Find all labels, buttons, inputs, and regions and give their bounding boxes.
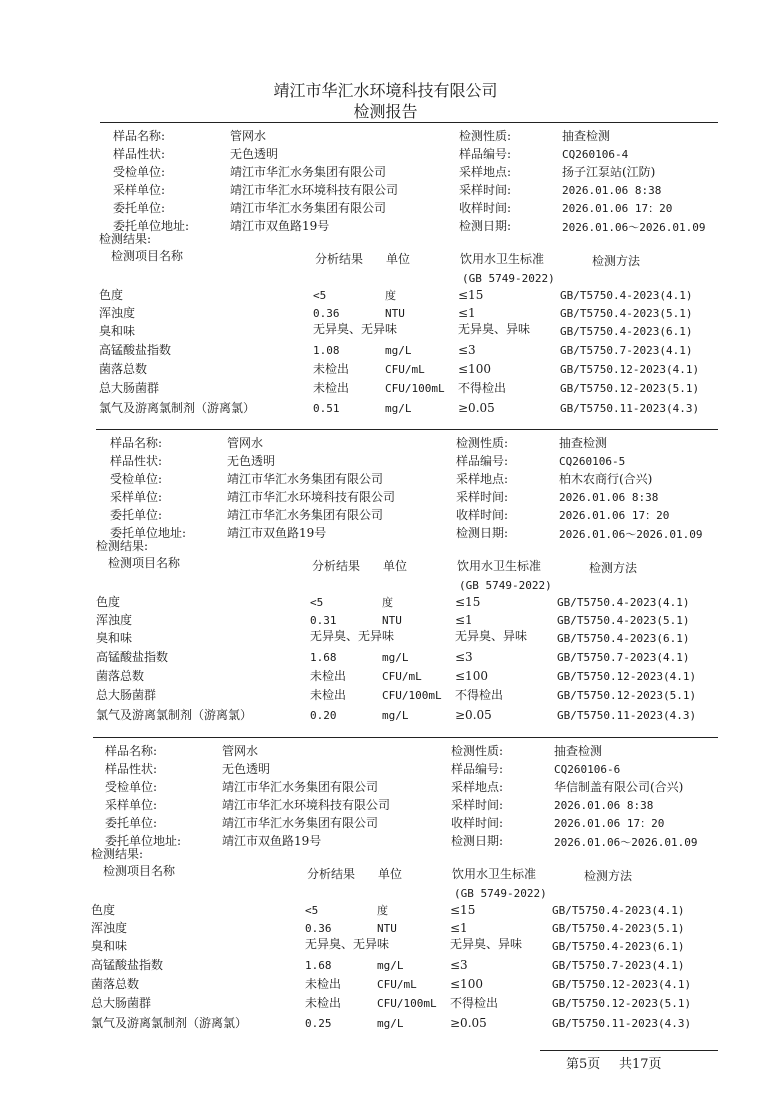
item-name: 浑浊度: [91, 921, 128, 935]
value-client-unit: 靖江市华汇水务集团有限公司: [230, 201, 387, 215]
value-sampling-site: 华信制盖有限公司(合兴): [554, 780, 684, 794]
item-name: 总大肠菌群: [96, 688, 157, 702]
item-name: 总大肠菌群: [91, 996, 152, 1010]
value-test-nature: 抽查检测: [554, 744, 603, 758]
item-method: GB/T5750.11-2023(4.3): [557, 709, 697, 722]
value-sample-no: CQ260106-6: [554, 763, 621, 776]
label-inspected-unit: 受检单位:: [110, 472, 163, 486]
col-result: 分析结果: [315, 252, 364, 266]
label-sampling-unit: 采样单位:: [105, 798, 158, 812]
value-inspected-unit: 靖江市华汇水务集团有限公司: [227, 472, 384, 486]
label-test-date: 检测日期:: [451, 834, 504, 848]
value-sample-no: CQ260106-4: [562, 148, 629, 161]
value-sampling-unit: 靖江市华汇水环境科技有限公司: [230, 183, 399, 197]
item-method: GB/T5750.11-2023(4.3): [552, 1017, 692, 1030]
item-method: GB/T5750.4-2023(5.1): [557, 614, 690, 627]
item-result: 0.51: [313, 402, 340, 415]
item-standard: ≤1: [455, 613, 473, 627]
value-test-nature: 抽查检测: [559, 436, 608, 450]
col-standard-code: (GB 5749-2022): [462, 272, 555, 285]
item-standard: ≥0.05: [458, 401, 495, 415]
value-sampling-time: 2026.01.06 8:38: [559, 491, 659, 504]
item-standard: ≤100: [458, 362, 491, 376]
value-receive-time: 2026.01.06 17：20: [559, 509, 670, 522]
value-sampling-unit: 靖江市华汇水环境科技有限公司: [222, 798, 391, 812]
item-method: GB/T5750.12-2023(5.1): [557, 689, 697, 702]
value-sampling-site: 柏木农商行(合兴): [559, 472, 653, 486]
item-result: 未检出: [305, 977, 342, 991]
col-unit: 单位: [386, 252, 411, 266]
item-result: 0.36: [313, 307, 340, 320]
results-label: 检测结果:: [96, 539, 149, 553]
col-standard: 饮用水卫生标准: [457, 559, 542, 573]
item-method: GB/T5750.4-2023(4.1): [552, 904, 685, 917]
section-divider: [93, 737, 718, 738]
item-unit: NTU: [382, 614, 402, 627]
page-number: 第5页: [566, 1057, 601, 1072]
item-unit: 度: [377, 904, 388, 917]
footer-rule: [540, 1050, 718, 1051]
report-title: 检测报告: [353, 102, 418, 121]
item-method: GB/T5750.12-2023(4.1): [557, 670, 697, 683]
item-standard: ≤15: [458, 288, 484, 302]
value-sample-name: 管网水: [230, 129, 267, 143]
item-standard: 不得检出: [450, 996, 499, 1010]
item-unit: CFU/mL: [382, 670, 422, 683]
item-standard: ≤3: [450, 958, 468, 972]
col-method: 检测方法: [589, 561, 638, 575]
label-sampling-time: 采样时间:: [451, 798, 504, 812]
col-result: 分析结果: [312, 559, 361, 573]
item-name: 菌落总数: [91, 977, 140, 991]
item-name: 高锰酸盐指数: [99, 343, 172, 357]
item-unit: mg/L: [382, 709, 409, 722]
sample-section-2: [0, 428, 771, 748]
item-method: GB/T5750.4-2023(4.1): [557, 596, 690, 609]
item-result: 0.20: [310, 709, 337, 722]
value-test-nature: 抽查检测: [562, 129, 611, 143]
item-standard: 无异臭、异味: [450, 937, 523, 951]
company-name: 靖江市华汇水环境科技有限公司: [273, 81, 498, 100]
label-sampling-time: 采样时间:: [459, 183, 512, 197]
item-name: 菌落总数: [96, 669, 145, 683]
label-receive-time: 收样时间:: [451, 816, 504, 830]
item-method: GB/T5750.4-2023(4.1): [560, 289, 693, 302]
item-standard: ≤15: [455, 595, 481, 609]
item-standard: 无异臭、异味: [455, 629, 528, 643]
item-standard: ≤1: [458, 306, 476, 320]
value-client-unit: 靖江市华汇水务集团有限公司: [222, 816, 379, 830]
item-method: GB/T5750.12-2023(4.1): [560, 363, 700, 376]
item-method: GB/T5750.11-2023(4.3): [560, 402, 700, 415]
value-test-date: 2026.01.06～2026.01.09: [562, 221, 706, 234]
item-unit: NTU: [385, 307, 405, 320]
value-receive-time: 2026.01.06 17：20: [562, 202, 673, 215]
item-method: GB/T5750.12-2023(4.1): [552, 978, 692, 991]
item-result: 0.31: [310, 614, 337, 627]
item-name: 浑浊度: [99, 306, 136, 320]
item-name: 臭和味: [91, 939, 128, 953]
item-result: 未检出: [305, 996, 342, 1010]
sample-section-3: [0, 736, 771, 1056]
label-client-address: 委托单位地址:: [110, 526, 187, 540]
value-sampling-time: 2026.01.06 8:38: [554, 799, 654, 812]
item-result: 未检出: [310, 688, 347, 702]
value-inspected-unit: 靖江市华汇水务集团有限公司: [230, 165, 387, 179]
col-item: 检测项目名称: [108, 556, 181, 570]
label-sample-trait: 样品性状:: [113, 147, 166, 161]
item-standard: ≤100: [455, 669, 488, 683]
value-client-address: 靖江市双鱼路19号: [227, 526, 327, 540]
col-item: 检测项目名称: [111, 249, 184, 263]
item-unit: CFU/mL: [385, 363, 425, 376]
label-receive-time: 收样时间:: [459, 201, 512, 215]
item-method: GB/T5750.4-2023(5.1): [560, 307, 693, 320]
value-client-address: 靖江市双鱼路19号: [230, 219, 330, 233]
item-result: 未检出: [313, 381, 350, 395]
label-client-unit: 委托单位:: [105, 816, 158, 830]
col-method: 检测方法: [592, 254, 641, 268]
item-result: 无异臭、无异味: [313, 322, 398, 336]
item-method: GB/T5750.12-2023(5.1): [560, 382, 700, 395]
col-standard: 饮用水卫生标准: [460, 252, 545, 266]
item-result: <5: [310, 596, 324, 609]
item-standard: ≤1: [450, 921, 468, 935]
item-result: <5: [313, 289, 327, 302]
item-result: 0.25: [305, 1017, 332, 1030]
label-sampling-unit: 采样单位:: [110, 490, 163, 504]
item-name: 浑浊度: [96, 613, 133, 627]
value-sample-no: CQ260106-5: [559, 455, 626, 468]
item-method: GB/T5750.7-2023(4.1): [552, 959, 685, 972]
item-method: GB/T5750.4-2023(6.1): [557, 632, 690, 645]
item-method: GB/T5750.7-2023(4.1): [560, 344, 693, 357]
value-test-date: 2026.01.06～2026.01.09: [559, 528, 703, 541]
label-inspected-unit: 受检单位:: [105, 780, 158, 794]
item-name: 色度: [91, 903, 116, 917]
label-sampling-unit: 采样单位:: [113, 183, 166, 197]
item-name: 高锰酸盐指数: [91, 958, 164, 972]
value-sample-name: 管网水: [227, 436, 264, 450]
label-test-nature: 检测性质:: [456, 436, 509, 450]
value-sampling-time: 2026.01.06 8:38: [562, 184, 662, 197]
label-sampling-site: 采样地点:: [451, 780, 504, 794]
label-sample-no: 样品编号:: [456, 454, 509, 468]
label-receive-time: 收样时间:: [456, 508, 509, 522]
item-name: 臭和味: [99, 324, 136, 338]
item-method: GB/T5750.4-2023(6.1): [560, 325, 693, 338]
section-divider: [100, 122, 718, 123]
results-label: 检测结果:: [91, 847, 144, 861]
item-method: GB/T5750.4-2023(5.1): [552, 922, 685, 935]
col-method: 检测方法: [584, 869, 633, 883]
item-name: 菌落总数: [99, 362, 148, 376]
label-sample-trait: 样品性状:: [105, 762, 158, 776]
item-result: 1.68: [305, 959, 332, 972]
col-unit: 单位: [378, 867, 403, 881]
item-name: 高锰酸盐指数: [96, 650, 169, 664]
item-standard: 不得检出: [458, 381, 507, 395]
col-result: 分析结果: [307, 867, 356, 881]
label-client-unit: 委托单位:: [110, 508, 163, 522]
item-standard: ≤3: [458, 343, 476, 357]
item-standard: ≤3: [455, 650, 473, 664]
item-standard: 不得检出: [455, 688, 504, 702]
value-sample-trait: 无色透明: [227, 454, 276, 468]
item-name: 臭和味: [96, 631, 133, 645]
col-standard-code: (GB 5749-2022): [454, 887, 547, 900]
item-standard: ≤100: [450, 977, 483, 991]
label-client-address: 委托单位地址:: [113, 219, 190, 233]
value-client-address: 靖江市双鱼路19号: [222, 834, 322, 848]
label-test-date: 检测日期:: [456, 526, 509, 540]
item-result: 1.68: [310, 651, 337, 664]
item-standard: ≥0.05: [450, 1016, 487, 1030]
item-name: 氯气及游离氯制剂（游离氯）: [96, 708, 253, 722]
item-standard: ≥0.05: [455, 708, 492, 722]
item-unit: 度: [385, 289, 396, 302]
value-sampling-site: 扬子江泵站(江防): [562, 165, 656, 179]
item-result: 无异臭、无异味: [310, 629, 395, 643]
label-test-nature: 检测性质:: [451, 744, 504, 758]
value-receive-time: 2026.01.06 17：20: [554, 817, 665, 830]
section-divider: [96, 429, 718, 430]
item-standard: 无异臭、异味: [458, 322, 531, 336]
results-label: 检测结果:: [99, 232, 152, 246]
item-result: 无异臭、无异味: [305, 937, 390, 951]
item-unit: mg/L: [382, 651, 409, 664]
item-method: GB/T5750.4-2023(6.1): [552, 940, 685, 953]
label-test-nature: 检测性质:: [459, 129, 512, 143]
value-sampling-unit: 靖江市华汇水环境科技有限公司: [227, 490, 396, 504]
col-unit: 单位: [383, 559, 408, 573]
item-result: 0.36: [305, 922, 332, 935]
item-unit: mg/L: [385, 344, 412, 357]
page-total: 共17页: [619, 1057, 662, 1072]
label-sample-name: 样品名称:: [110, 436, 163, 450]
label-sampling-site: 采样地点:: [456, 472, 509, 486]
item-result: 未检出: [310, 669, 347, 683]
item-unit: NTU: [377, 922, 397, 935]
value-sample-trait: 无色透明: [222, 762, 271, 776]
label-sample-name: 样品名称:: [105, 744, 158, 758]
label-test-date: 检测日期:: [459, 219, 512, 233]
label-sampling-site: 采样地点:: [459, 165, 512, 179]
item-method: GB/T5750.12-2023(5.1): [552, 997, 692, 1010]
item-unit: CFU/mL: [377, 978, 417, 991]
label-sample-trait: 样品性状:: [110, 454, 163, 468]
item-name: 色度: [96, 595, 121, 609]
item-unit: mg/L: [385, 402, 412, 415]
item-result: 未检出: [313, 362, 350, 376]
value-client-unit: 靖江市华汇水务集团有限公司: [227, 508, 384, 522]
col-standard-code: (GB 5749-2022): [459, 579, 552, 592]
col-standard: 饮用水卫生标准: [452, 867, 537, 881]
item-name: 氯气及游离氯制剂（游离氯）: [99, 401, 256, 415]
item-unit: CFU/100mL: [377, 997, 437, 1010]
item-result: <5: [305, 904, 319, 917]
item-standard: ≤15: [450, 903, 476, 917]
label-client-address: 委托单位地址:: [105, 834, 182, 848]
item-unit: mg/L: [377, 959, 404, 972]
item-name: 色度: [99, 288, 124, 302]
item-unit: 度: [382, 596, 393, 609]
value-inspected-unit: 靖江市华汇水务集团有限公司: [222, 780, 379, 794]
sample-section-1: [0, 121, 771, 441]
item-name: 氯气及游离氯制剂（游离氯）: [91, 1016, 248, 1030]
item-unit: CFU/100mL: [382, 689, 442, 702]
item-result: 1.08: [313, 344, 340, 357]
value-sample-trait: 无色透明: [230, 147, 279, 161]
item-method: GB/T5750.7-2023(4.1): [557, 651, 690, 664]
item-unit: mg/L: [377, 1017, 404, 1030]
col-item: 检测项目名称: [103, 864, 176, 878]
value-sample-name: 管网水: [222, 744, 259, 758]
label-sampling-time: 采样时间:: [456, 490, 509, 504]
label-inspected-unit: 受检单位:: [113, 165, 166, 179]
item-name: 总大肠菌群: [99, 381, 160, 395]
item-unit: CFU/100mL: [385, 382, 445, 395]
label-sample-no: 样品编号:: [459, 147, 512, 161]
label-sample-no: 样品编号:: [451, 762, 504, 776]
label-sample-name: 样品名称:: [113, 129, 166, 143]
value-test-date: 2026.01.06～2026.01.09: [554, 836, 698, 849]
label-client-unit: 委托单位:: [113, 201, 166, 215]
